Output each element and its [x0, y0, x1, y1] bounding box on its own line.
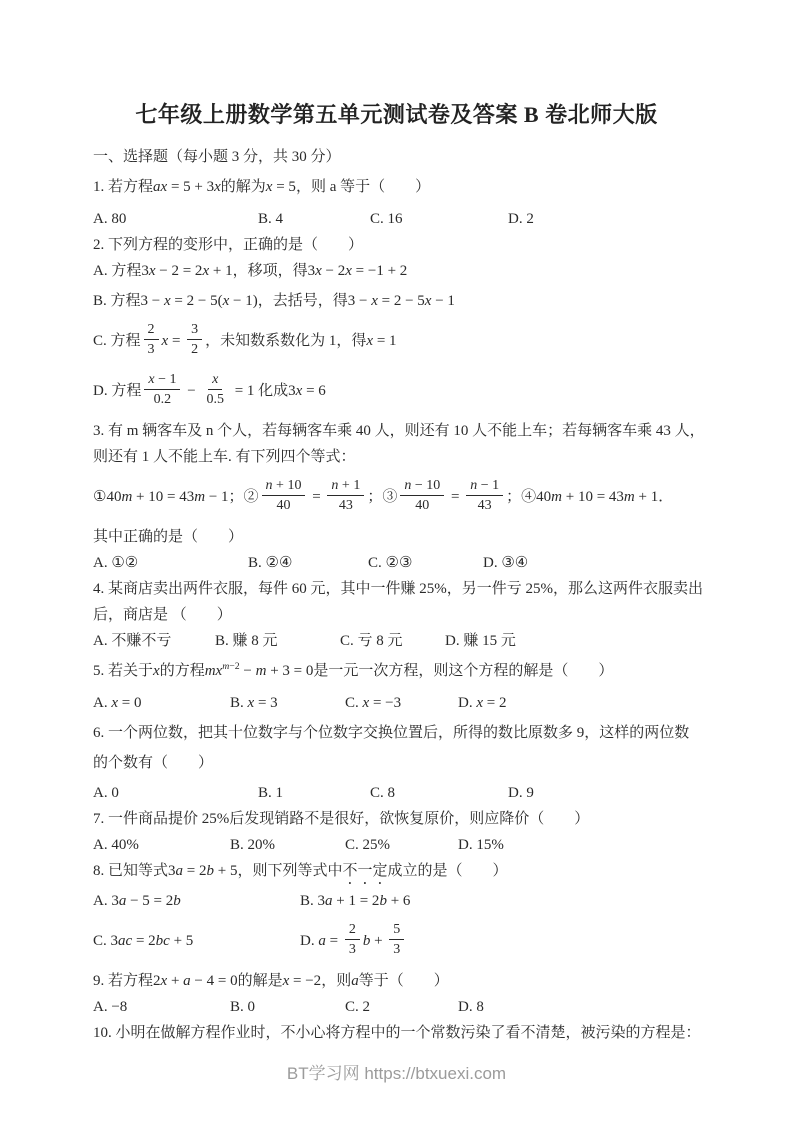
option: B. 0: [230, 999, 256, 1015]
math-expression: 2: [348, 922, 356, 938]
math-expression: x = 1: [366, 333, 397, 349]
math-expression: 3x − 2 = 2x + 1: [141, 263, 233, 279]
fraction: [466, 477, 503, 514]
question-9: [93, 968, 700, 1020]
math-expression: 2x + a − 4 = 0: [153, 973, 238, 989]
math-expression: 3x = 6: [288, 383, 326, 399]
question-10: [93, 1020, 700, 1046]
question-6: [93, 720, 700, 806]
question-7: [93, 806, 700, 858]
fraction: [345, 921, 360, 958]
math-expression: m−2: [222, 661, 240, 672]
question-5: [93, 658, 700, 716]
question-9-stem: 9. 若方程2x + a − 4 = 0的解是x = −2，则a等于（ ）: [93, 973, 449, 989]
option: C. 8: [370, 785, 396, 801]
math-expression: 43: [338, 498, 353, 514]
fraction: [389, 921, 404, 958]
math-expression: n + 10: [265, 478, 302, 494]
question-4-stem-line1: 4. 某商店卖出两件衣服，每件 60 元，其中一件赚 25%，另一件亏 25%，那么这两件衣服卖出: [93, 581, 703, 597]
question-5-options: [93, 690, 700, 716]
math-expression: 3ac = 2bc + 5: [110, 933, 194, 949]
option: D. 9: [508, 785, 534, 801]
math-expression: 40m + 10 = 43m − 1: [106, 489, 229, 505]
math-expression: 43: [477, 498, 492, 514]
option: B. 赚 8 元: [215, 633, 278, 649]
question-8: [93, 858, 700, 964]
question-4-options: [93, 628, 700, 654]
math-expression: n − 10: [404, 478, 441, 494]
math-expression: n − 1: [470, 478, 500, 494]
math-expression: a =: [318, 933, 342, 949]
option: A. 80: [93, 211, 127, 227]
option: C. 亏 8 元: [340, 633, 403, 649]
fraction: [400, 477, 444, 514]
fraction: [202, 371, 228, 408]
option: D. 15%: [458, 837, 504, 853]
question-1-options: [93, 206, 700, 232]
math-expression: 40: [276, 498, 291, 514]
fraction: [187, 321, 202, 358]
question-2-option-c: C. 方程 $\frac{2}{3}$ x = $\frac{3}{2}$ ，未知数系数化为 1，得x = 1: [93, 322, 397, 358]
option: C. ②③: [368, 555, 413, 571]
option: D. ③④: [483, 555, 529, 571]
math-expression: 3 − x = 2 − 5(x − 1): [140, 293, 258, 309]
option: D. 8: [458, 999, 484, 1015]
fraction: [144, 371, 180, 408]
math-expression: x: [212, 372, 219, 388]
option: C. 16: [370, 211, 403, 227]
question-7-options: [93, 832, 700, 858]
math-expression: n + 1: [331, 478, 361, 494]
math-expression: x =: [161, 333, 185, 349]
question-2-option-a: A. 方程3x − 2 = 2x + 1，移项，得3x − 2x = −1 + 2: [93, 263, 408, 279]
math-expression: 3 − x = 2 − 5x − 1: [347, 293, 455, 309]
math-expression: x = −2: [282, 973, 322, 989]
math-expression: ax = 5 + 3x: [153, 179, 221, 195]
math-expression: 3a = 2b + 5: [168, 863, 238, 879]
option: B. ②④: [248, 555, 293, 571]
math-expression: b +: [362, 933, 387, 949]
question-10-stem: 10. 小明在做解方程作业时，不小心将方程中的一个常数污染了看不清楚，被污染的方程是：: [93, 1025, 701, 1041]
question-2-stem: 2. 下列方程的变形中，正确的是（ ）: [93, 237, 364, 253]
option: D. 2: [508, 211, 534, 227]
option: A. 3a − 5 = 2b: [93, 893, 181, 909]
math-expression: − m + 3 = 0: [239, 663, 314, 679]
math-expression: 3a + 1 = 2b + 6: [317, 893, 411, 909]
footer-watermark: BT学习网 https://btxuexi.com: [286, 1064, 507, 1083]
math-expression: 0.5: [206, 392, 224, 408]
question-2: [93, 232, 700, 414]
math-expression: = 1: [230, 383, 259, 399]
math-expression: 40: [415, 498, 430, 514]
option: A. 0: [93, 785, 119, 801]
math-expression: 3a − 5 = 2b: [111, 893, 181, 909]
math-expression: x: [153, 663, 160, 679]
math-expression: −: [183, 383, 200, 399]
option: A. ①②: [93, 555, 139, 571]
option: C. 25%: [345, 837, 390, 853]
question-3-prompt: 其中正确的是（ ）: [93, 529, 244, 545]
math-expression: 0.2: [153, 392, 172, 408]
emphasized-text: 不一定: [342, 863, 388, 879]
question-4: [93, 576, 703, 654]
option: C. x = −3: [345, 695, 402, 711]
question-7-stem: 7. 一件商品提价 25%后发现销路不是很好，欲恢复原价，则应降价（ ）: [93, 811, 590, 827]
question-3-equations: ①40m + 10 = 43m − 1；② $\frac{n + 10}{40}$ = $\frac{n + 1}{43}$ ；③ $\frac{n - 10}{40}$ = $\frac{n - 1}{43}$ ；④40m + 10 = 43m + 1．: [93, 478, 674, 514]
fraction: [327, 477, 364, 514]
question-1: [93, 174, 700, 232]
option: A. 40%: [93, 837, 139, 853]
math-expression: 5: [393, 922, 401, 938]
question-8-options-row2: [93, 918, 700, 964]
math-expression: 3: [147, 342, 155, 358]
math-expression: 3x − 2x = −1 + 2: [307, 263, 408, 279]
math-expression: 2: [191, 342, 199, 358]
question-6-options: [93, 780, 700, 806]
option: C. 2: [345, 999, 371, 1015]
math-expression: x = −3: [362, 695, 402, 711]
option: D. 赚 15 元: [445, 633, 516, 649]
question-3-options: [93, 550, 700, 576]
math-expression: x = 2: [476, 695, 507, 711]
math-expression: x − 1: [148, 372, 177, 388]
option: D. a = $\frac{2}{3}$ b + $\frac{5}{3}$: [300, 918, 407, 964]
question-8-options-row1: [93, 888, 700, 914]
math-expression: a: [351, 973, 359, 989]
math-expression: 3: [393, 942, 401, 958]
math-expression: 3: [191, 322, 199, 338]
section-header: 一、选择题（每小题 3 分，共 30 分）: [93, 149, 341, 165]
question-4-stem-line2: 后，商店是 （ ）: [93, 607, 232, 623]
question-3-stem-line1: 3. 有 m 辆客车及 n 个人，若每辆客车乘 40 人，则还有 10 人不能上车；若每辆客车乘 43 人，: [93, 423, 705, 439]
option: A. 不赚不亏: [93, 633, 172, 649]
math-expression: 2: [147, 322, 155, 338]
option: B. 3a + 1 = 2b + 6: [300, 893, 411, 909]
option: B. 20%: [230, 837, 275, 853]
page-title: 七年级上册数学第五单元测试卷及答案 B 卷北师大版: [135, 102, 658, 127]
math-expression: 3: [348, 942, 356, 958]
question-2-option-b: B. 方程3 − x = 2 − 5(x − 1)，去括号，得3 − x = 2 − 5x − 1: [93, 293, 455, 309]
option: C. 3ac = 2bc + 5: [93, 933, 194, 949]
math-expression: 40m + 10 = 43m + 1: [536, 489, 659, 505]
question-3: [93, 418, 705, 576]
math-expression: =: [308, 489, 325, 505]
option: D. x = 2: [458, 695, 507, 711]
question-5-stem: 5. 若关于x的方程$mx^{m-2} - m + 3 = 0$是一元一次方程，则这个方程的解是（ ）: [93, 661, 614, 679]
question-2-option-d: D. 方程 $\frac{x - 1}{0.2}$ − $\frac{x}{0.5}$ = 1 化成3x = 6: [93, 372, 326, 408]
question-1-stem: 1. 若方程ax = 5 + 3x的解为x = 5，则 a 等于（ ）: [93, 179, 431, 195]
question-8-stem: 8. 已知等式3a = 2b + 5，则下列等式中不一定成立的是（ ）: [93, 863, 508, 879]
math-expression: x = 0: [111, 695, 142, 711]
math-expression: x = 5: [265, 179, 296, 195]
question-9-options: [93, 994, 700, 1020]
option: B. 1: [258, 785, 284, 801]
fraction: [144, 321, 159, 358]
math-expression: =: [447, 489, 464, 505]
question-6-stem-line1: 6. 一个两位数，把其十位数字与个位数字交换位置后，所得的数比原数多 9，这样的两位数: [93, 725, 690, 741]
question-6-stem-line2: 的个数有（ ）: [93, 755, 214, 771]
option: B. 4: [258, 211, 284, 227]
option: A. x = 0: [93, 695, 142, 711]
fraction: [262, 477, 306, 514]
math-expression: mx: [204, 663, 223, 679]
option: B. x = 3: [230, 695, 278, 711]
option: A. −8: [93, 999, 128, 1015]
math-expression: x = 3: [247, 695, 278, 711]
question-3-stem-line2: 则还有 1 人不能上车. 有下列四个等式：: [93, 449, 356, 465]
